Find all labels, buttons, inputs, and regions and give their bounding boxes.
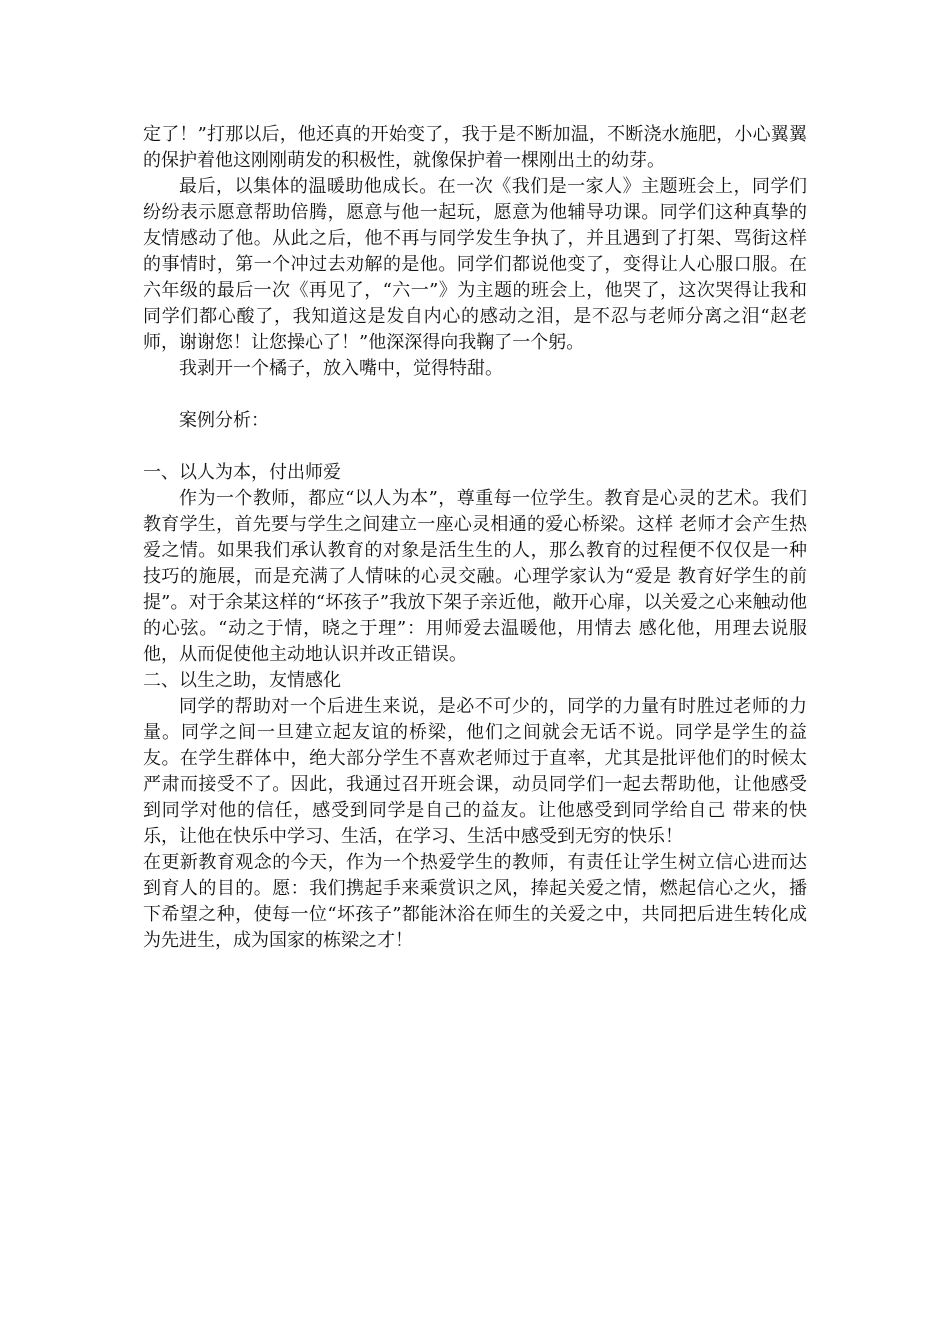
- section-body-2: 同学的帮助对一个后进生来说，是必不可少的，同学的力量有时胜过老师的力量。同学之间一旦建立起友谊的桥梁，他们之间就会无话不说。同学是学生的益友。在学生群体中，绝大部分学生不喜欢老师过于直率，尤其是批评他们的时候太严肃而接受不了。因此，我通过召开班会课，动员同学们一起去帮助他，让他感受到同学对他的信任，感受到同学是自己的益友。让他感受到同学给自己 带来的快乐，让他在快乐中学习、生活，在学习、生活中感受到无穷的快乐！: [143, 696, 807, 847]
- paragraph-continuation: 定了！”打那以后，他还真的开始变了，我于是不断加温，不断浇水施肥，小心翼翼的保护着他这刚刚萌发的积极性，就像保护着一棵刚出土的幼芽。: [143, 124, 807, 171]
- spacer: [143, 434, 807, 460]
- paragraph-orange: 我剥开一个橘子，放入嘴中，觉得特甜。: [179, 358, 503, 379]
- conclusion-paragraph: 在更新教育观念的今天，作为一个热爱学生的教师，有责任让学生树立信心进而达到育人的目的。愿：我们携起手来乘赏识之风，捧起关爱之情，燃起信心之火，播下希望之种，使每一位“坏孩子”都能沐浴在师生的关爱之中，共同把后进生转化成为先进生，成为国家的栋梁之才！: [143, 852, 807, 951]
- document-page: [143, 122, 807, 954]
- section-heading-1: 一、以人为本，付出师爱: [143, 462, 341, 483]
- section-heading-2: 二、以生之助，友情感化: [143, 670, 341, 691]
- analysis-title: 案例分析：: [179, 410, 269, 431]
- section-body-1: 作为一个教师，都应“以人为本”，尊重每一位学生。教育是心灵的艺术。我们教育学生，首先要与学生之间建立一座心灵相通的爱心桥梁。这样 老师才会产生热爱之情。如果我们承认教育的对象是活生生的人，那么教育的过程便不仅仅是一种技巧的施展，而是充满了人情味的心灵交融。心理学家认为“爱是 教育好学生的前提”。对于余某这样的“坏孩子”我放下架子亲近他，敞开心扉，以关爱之心来触动他的心弦。“动之于情，晓之于理”：用师爱去温暖他，用情去 感化他，用理去说服他，从而促使他主动地认识并改正错误。: [143, 488, 807, 665]
- paragraph-collective-warmth: 最后，以集体的温暖助他成长。在一次《我们是一家人》主题班会上，同学们纷纷表示愿意帮助倍腾，愿意与他一起玩，愿意为他辅导功课。同学们这种真挚的友情感动了他。从此之后，他不再与同学发生争执了，并且遇到了打架、骂街这样的事情时，第一个冲过去劝解的是他。同学们都说他变了，变得让人心服口服。在六年级的最后一次《再见了，“六一”》为主题的班会上，他哭了，这次哭得让我和同学们都心酸了，我知道这是发自内心的感动之泪，是不忍与老师分离之泪“赵老师，谢谢您！让您操心了！”他深深得向我鞠了一个躬。: [143, 176, 807, 353]
- spacer: [143, 382, 807, 408]
